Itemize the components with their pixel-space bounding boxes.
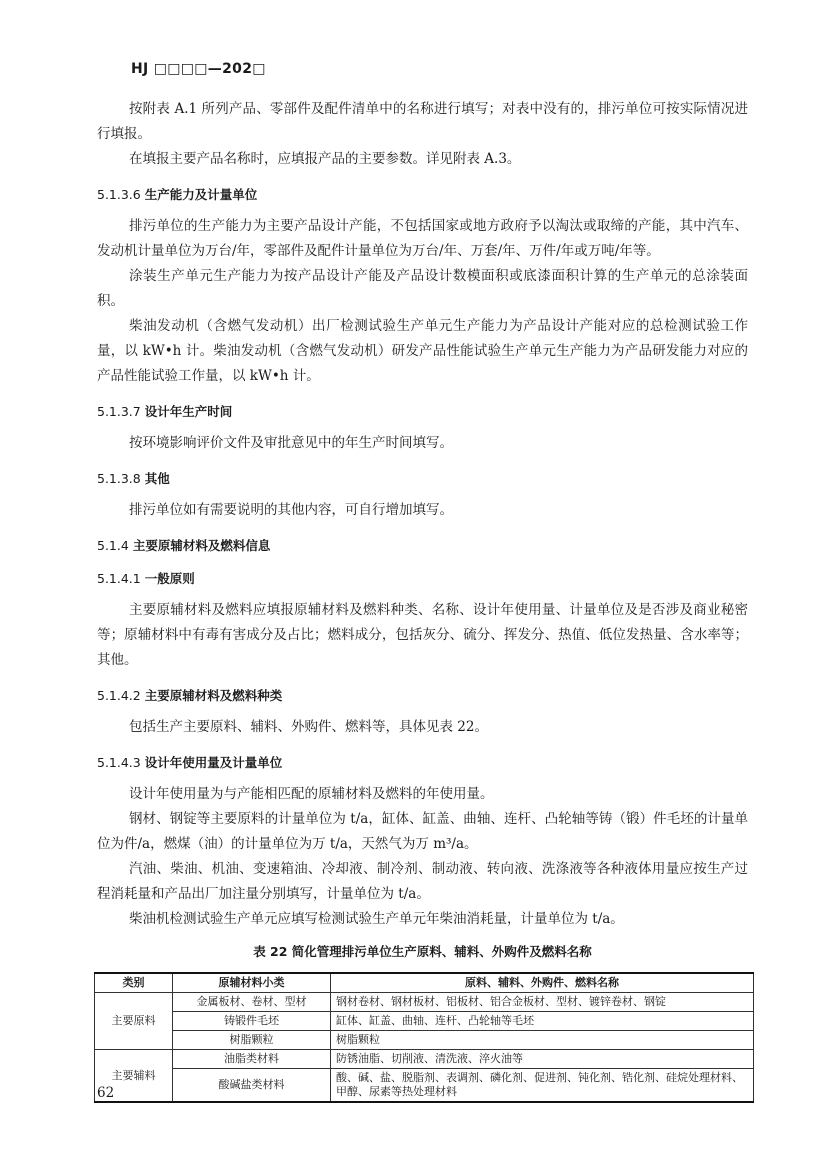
column-header-names: 原料、辅料、外购件、燃料名称: [331, 973, 754, 993]
subcategory-cell: 酸碱盐类材料: [173, 1069, 331, 1103]
section-number: 5.1.4.2: [97, 688, 141, 703]
section-heading: [97, 686, 748, 706]
paragraph: 钢材、钢锭等主要原料的计量单位为 t/a，缸体、缸盖、曲轴、连杆、凸轮轴等铸（锻）件毛坯的计量单位为件/a，燃煤（油）的计量单位为万 t/a，天然气为万 m³/a。: [97, 811, 748, 852]
paragraph: 按附表 A.1 所列产品、零部件及配件清单中的名称进行填写；对表中没有的，排污单位可按实际情况进行填报。: [97, 101, 748, 142]
column-header-category: 类别: [95, 973, 173, 993]
document-body: [97, 97, 748, 1103]
paragraph: 包括生产主要原料、辅料、外购件、燃料等，具体见表 22。: [129, 719, 488, 735]
names-cell: 缸体、缸盖、曲轴、连杆、凸轮轴等毛坯: [331, 1012, 754, 1031]
section-heading: [97, 185, 748, 205]
paragraph: 在填报主要产品名称时，应填报产品的主要参数。详见附表 A.3。: [129, 151, 521, 167]
page-number: 62: [97, 1085, 115, 1101]
section-title: 主要原辅材料及燃料种类: [144, 688, 283, 703]
section-title: 设计年使用量及计量单位: [144, 755, 283, 770]
paragraph: 按环境影响评价文件及审批意见中的年生产时间填写。: [129, 435, 453, 451]
section-heading: [97, 569, 748, 589]
section-title: 设计年生产时间: [144, 404, 233, 419]
table-row: [95, 993, 754, 1012]
names-cell: 防锈油脂、切削液、清洗液、淬火油等: [331, 1050, 754, 1069]
subcategory-cell: 铸锻件毛坯: [173, 1012, 331, 1031]
table-header-row: [95, 973, 754, 993]
section-title: 其他: [144, 471, 170, 486]
section-heading: [97, 469, 748, 489]
section-number: 5.1.4.1: [97, 571, 141, 586]
paragraph: 排污单位如有需要说明的其他内容，可自行增加填写。: [129, 502, 453, 518]
section-title: 主要原辅材料及燃料信息: [132, 538, 271, 553]
table-caption: 表 22 简化管理排污单位生产原料、辅料、外购件及燃料名称: [253, 944, 592, 959]
section-heading: [97, 753, 748, 773]
standard-code-header: HJ □□□□—202□: [131, 61, 266, 77]
paragraph: 设计年使用量为与产能相匹配的原辅材料及燃料的年使用量。: [129, 786, 494, 802]
category-cell: 主要原料: [95, 993, 173, 1050]
names-cell: 酸、碱、盐、脱脂剂、表调剂、磷化剂、促进剂、钝化剂、锆化剂、硅烷处理材料、甲醇、尿素等热处理材料: [331, 1069, 754, 1103]
paragraph: 柴油机检测试验生产单元应填写检测试验生产单元年柴油消耗量，计量单位为 t/a。: [129, 911, 624, 927]
section-heading: [97, 402, 748, 422]
subcategory-cell: 树脂颗粒: [173, 1031, 331, 1050]
paragraph: 排污单位的生产能力为主要产品设计产能，不包括国家或地方政府予以淘汰或取缔的产能，其中汽车、发动机计量单位为万台/年，零部件及配件计量单位为万台/年、万套/年、万件/年或万吨/年等。: [97, 218, 748, 259]
subcategory-cell: 金属板材、卷材、型材: [173, 993, 331, 1012]
paragraph: 汽油、柴油、机油、变速箱油、冷却液、制冷剂、制动液、转向液、洗涤液等各种液体用量应按生产过程消耗量和产品出厂加注量分别填写，计量单位为 t/a。: [97, 861, 748, 902]
section-number: 5.1.4.3: [97, 755, 141, 770]
subcategory-cell: 油脂类材料: [173, 1050, 331, 1069]
table-row: [95, 1031, 754, 1050]
section-number: 5.1.3.6: [97, 187, 141, 202]
paragraph: 涂装生产单元生产能力为按产品设计产能及产品设计数模面积或底漆面积计算的生产单元的总涂装面积。: [97, 268, 748, 309]
section-title: 生产能力及计量单位: [144, 187, 258, 202]
names-cell: 钢材卷材、钢材板材、铝板材、铝合金板材、型材、镀锌卷材、钢锭: [331, 993, 754, 1012]
table-row: [95, 1012, 754, 1031]
section-number: 5.1.3.7: [97, 404, 141, 419]
category-cell: 主要辅料: [95, 1050, 173, 1103]
section-heading: [97, 536, 748, 556]
paragraph: 柴油发动机（含燃气发动机）出厂检测试验生产单元生产能力为产品设计产能对应的总检测试验工作量，以 kW•h 计。柴油发动机（含燃气发动机）研发产品性能试验生产单元生产能力为产品研发能力对应的产品性能试验工作量，以 kW•h 计。: [97, 318, 748, 384]
paragraph: 主要原辅材料及燃料应填报原辅材料及燃料种类、名称、设计年使用量、计量单位及是否涉及商业秘密等；原辅材料中有毒有害成分及占比；燃料成分，包括灰分、硫分、挥发分、热值、低位发热量、含水率等；其他。: [97, 602, 748, 668]
section-title: 一般原则: [144, 571, 195, 586]
section-number: 5.1.4: [97, 538, 129, 553]
table-row: [95, 1050, 754, 1069]
names-cell: 树脂颗粒: [331, 1031, 754, 1050]
section-number: 5.1.3.8: [97, 471, 141, 486]
table-row: [95, 1069, 754, 1103]
column-header-subcategory: 原辅材料小类: [173, 973, 331, 993]
materials-table: [94, 972, 754, 1103]
